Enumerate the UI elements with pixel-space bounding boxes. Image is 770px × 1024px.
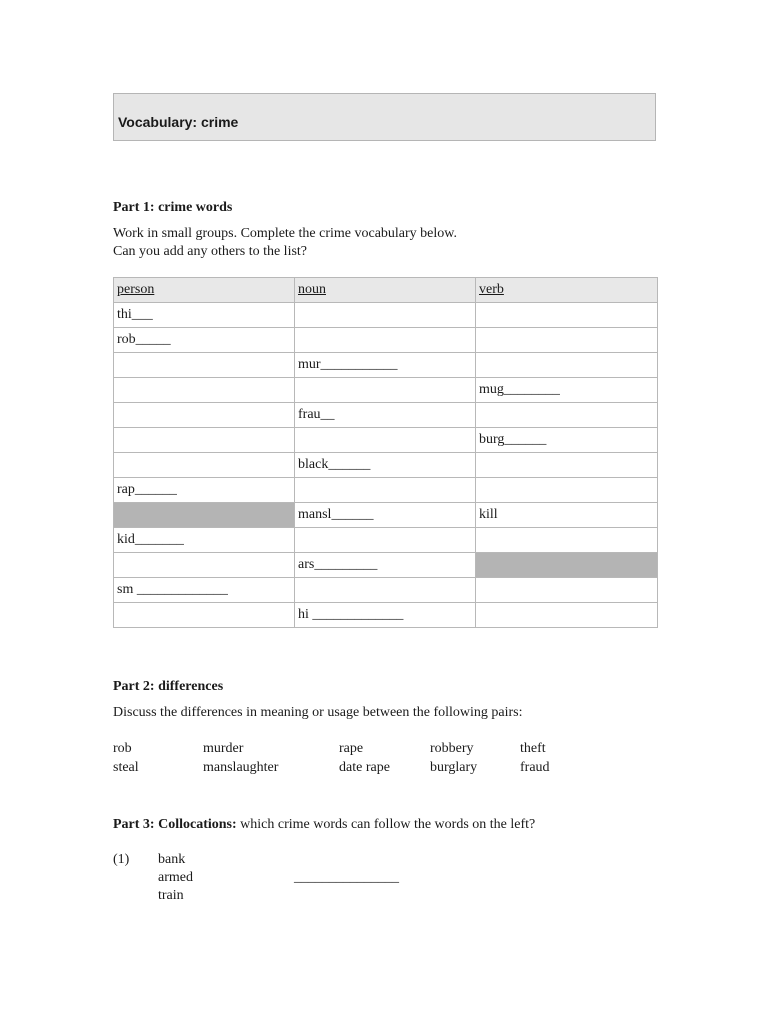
table-cell[interactable] — [476, 603, 658, 628]
pair-word: fraud — [520, 760, 550, 775]
table-cell[interactable] — [476, 303, 658, 328]
table-row — [114, 478, 658, 503]
table-cell[interactable]: black______ — [295, 453, 476, 478]
collocation-word: train — [158, 888, 184, 903]
table-cell[interactable] — [476, 453, 658, 478]
pair-word: burglary — [430, 760, 478, 775]
table-cell[interactable] — [114, 353, 295, 378]
table-header-row — [114, 278, 658, 303]
table-row — [114, 528, 658, 553]
header-noun: noun — [295, 278, 476, 303]
part3-instruction: which crime words can follow the words on the left? — [236, 817, 536, 832]
table-cell[interactable] — [476, 353, 658, 378]
table-cell[interactable] — [295, 528, 476, 553]
table-cell[interactable] — [295, 478, 476, 503]
pair-word: manslaughter — [203, 760, 279, 775]
header-verb: verb — [476, 278, 658, 303]
collocation-word: bank — [158, 852, 186, 867]
table-cell[interactable] — [295, 378, 476, 403]
collocation-word: armed — [158, 870, 193, 885]
table-cell[interactable]: ars_________ — [295, 553, 476, 578]
part3-line — [113, 816, 535, 834]
pair-word: theft — [520, 741, 546, 756]
table-row — [114, 403, 658, 428]
shaded-cell — [114, 503, 295, 528]
page-title: Vocabulary: crime — [118, 114, 239, 130]
table-row — [114, 578, 658, 603]
answer-blank[interactable]: _______________ — [294, 870, 399, 885]
part1-instruction-2: Can you add any others to the list? — [113, 244, 308, 259]
pair-word: steal — [113, 760, 139, 775]
table-cell[interactable] — [114, 553, 295, 578]
table-cell[interactable] — [114, 603, 295, 628]
table-cell[interactable] — [114, 428, 295, 453]
part3-heading: Part 3: Collocations: — [113, 817, 237, 832]
table-cell[interactable]: frau__ — [295, 403, 476, 428]
pair-column — [203, 739, 278, 777]
table-cell[interactable]: burg______ — [476, 428, 658, 453]
table-row — [114, 353, 658, 378]
vocabulary-table — [113, 277, 658, 628]
table-cell[interactable] — [476, 578, 658, 603]
pair-word: robbery — [430, 741, 474, 756]
part1-heading: Part 1: crime words — [113, 200, 233, 215]
table-cell[interactable] — [295, 578, 476, 603]
table-cell[interactable]: mug________ — [476, 378, 658, 403]
table-cell[interactable] — [114, 403, 295, 428]
table-row — [114, 503, 658, 528]
table-cell[interactable] — [476, 328, 658, 353]
item-number: (1) — [113, 852, 130, 867]
table-row — [114, 453, 658, 478]
table-cell[interactable]: sm _____________ — [114, 578, 295, 603]
part2-instruction: Discuss the differences in meaning or usage between the following pairs: — [113, 705, 523, 720]
table-cell[interactable]: rap______ — [114, 478, 295, 503]
title-box — [113, 93, 656, 141]
table-cell[interactable]: kid_______ — [114, 528, 295, 553]
pair-column — [113, 739, 139, 777]
pair-word: rape — [339, 741, 364, 756]
table-cell[interactable]: thi___ — [114, 303, 295, 328]
table-row — [114, 328, 658, 353]
header-person: person — [114, 278, 295, 303]
table-cell[interactable] — [295, 303, 476, 328]
pair-column — [430, 739, 477, 777]
table-cell[interactable] — [295, 428, 476, 453]
part1-instruction-1: Work in small groups. Complete the crime vocabulary below. — [113, 226, 457, 241]
table-cell[interactable] — [114, 378, 295, 403]
table-cell[interactable]: mansl______ — [295, 503, 476, 528]
table-cell[interactable]: rob_____ — [114, 328, 295, 353]
table-row — [114, 428, 658, 453]
table-cell[interactable]: mur___________ — [295, 353, 476, 378]
table-cell[interactable]: kill — [476, 503, 658, 528]
pair-word: date rape — [339, 760, 390, 775]
pair-column — [339, 739, 390, 777]
table-row — [114, 553, 658, 578]
pair-word: rob — [113, 741, 132, 756]
table-cell[interactable] — [114, 453, 295, 478]
shaded-cell — [476, 553, 658, 578]
table-cell[interactable] — [476, 528, 658, 553]
table-cell[interactable] — [476, 478, 658, 503]
table-row — [114, 378, 658, 403]
table-cell[interactable] — [476, 403, 658, 428]
part2-heading: Part 2: differences — [113, 679, 224, 694]
table-cell[interactable] — [295, 328, 476, 353]
pair-word: murder — [203, 741, 244, 756]
table-row — [114, 303, 658, 328]
pair-column — [520, 739, 550, 777]
table-cell[interactable]: hi _____________ — [295, 603, 476, 628]
table-row — [114, 603, 658, 628]
